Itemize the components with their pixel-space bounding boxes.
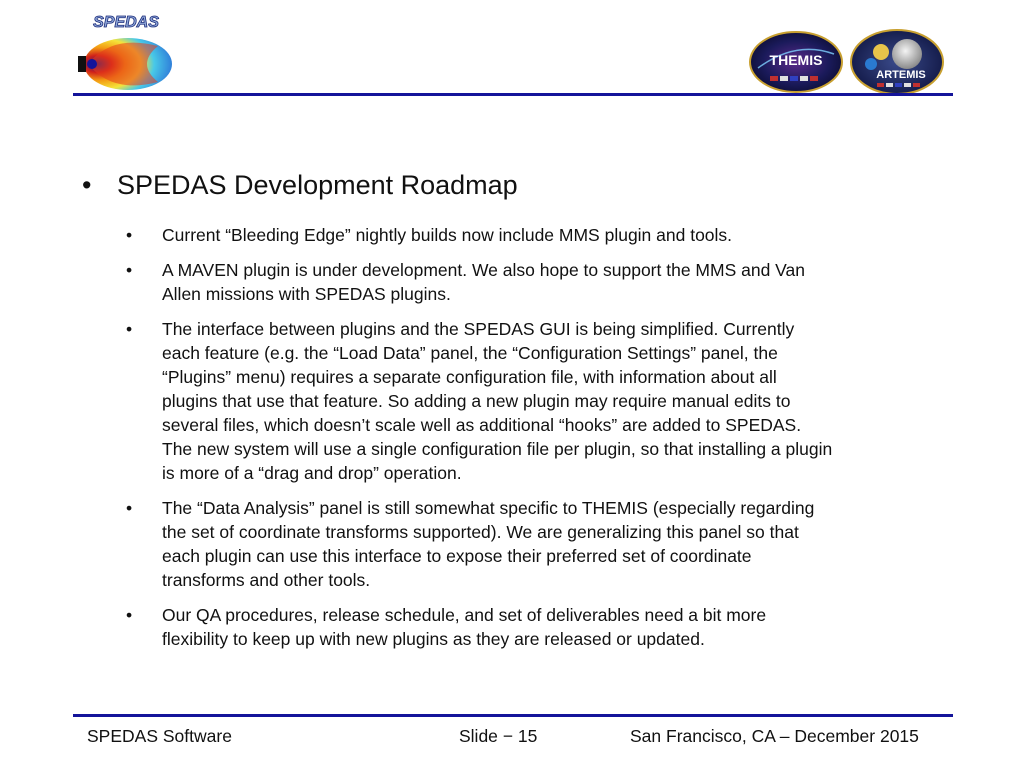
header-divider (73, 93, 953, 96)
slide-number: Slide − 15 (459, 726, 538, 746)
flag-row (770, 76, 818, 81)
list-item (126, 223, 926, 247)
bullet-marker: • (126, 319, 133, 339)
bullet-text: Our QA procedures, release schedule, and set of deliverables need a bit more flexibility to keep up with new plugins as they are released or updated. (162, 605, 767, 649)
bullet-marker: • (126, 260, 133, 280)
bullet-list (126, 223, 926, 662)
bullet-text: The “Data Analysis” panel is still somewhat specific to THEMIS (especially regarding the set of coordinate transforms supported). We are generalizing this panel so that each plugin can use this interface to expose their preferred set of coordinate transforms and other tools. (162, 498, 815, 590)
list-item (126, 496, 926, 592)
list-item (126, 258, 926, 306)
bullet-marker: • (126, 225, 133, 245)
themis-logo (748, 30, 844, 94)
footer-divider (73, 714, 953, 717)
footer-left: SPEDAS Software (87, 726, 232, 746)
flag-row (877, 83, 920, 87)
bullet-text: Current “Bleeding Edge” nightly builds now include MMS plugin and tools. (162, 225, 733, 245)
bullet-text: The interface between plugins and the SPEDAS GUI is being simplified. Currently each feature (e.g. the “Load Data” panel, the “Configuration Settings” panel, the “Plugins” menu) requires a separate configuration file, with information about all plugins that use that feature. So adding a new plugin may require manual edits to several files, which doesn’t scale well as additional “hooks” are added to SPEDAS. The new system will use a single configuration file per plugin, so that installing a plugin is more of a “drag and drop” operation. (162, 319, 833, 483)
artemis-logo-text: ARTEMIS (876, 69, 926, 81)
bullet-marker: • (126, 605, 133, 625)
themis-logo-text: THEMIS (769, 52, 823, 68)
footer-right: San Francisco, CA – December 2015 (630, 726, 919, 746)
list-item (126, 317, 926, 485)
bullet-text: A MAVEN plugin is under development. We also hope to support the MMS and Van Allen missions with SPEDAS plugins. (162, 260, 806, 304)
spedas-logo (78, 12, 174, 92)
artemis-logo (849, 28, 945, 96)
list-item (126, 603, 926, 651)
bullet-marker: • (126, 498, 133, 518)
main-bullet: • (82, 170, 92, 200)
slide-title: SPEDAS Development Roadmap (117, 170, 518, 200)
spedas-logo-text: SPEDAS (93, 14, 159, 31)
